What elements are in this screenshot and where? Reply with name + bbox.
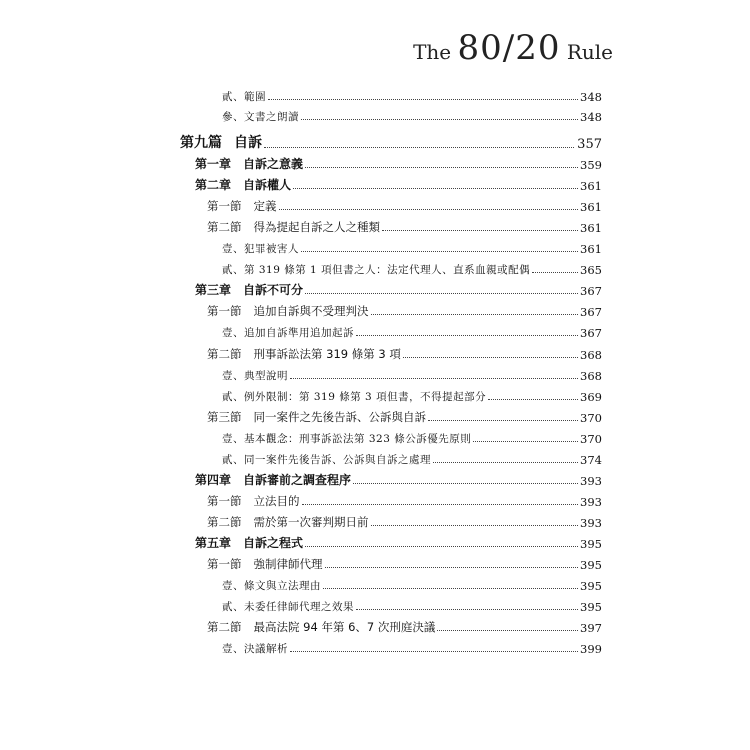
toc-entry-title: 貳、同一案件先後告訴、公訴與自訴之處理 — [222, 454, 431, 466]
toc-entry-number: 第一節 — [207, 199, 242, 213]
toc-entry — [222, 638, 602, 656]
toc-entry-page: 348 — [580, 90, 602, 104]
toc-entry — [195, 280, 602, 298]
toc-entry — [222, 365, 602, 383]
toc-entry — [222, 86, 602, 104]
toc-entry-title: 需於第一次審判期日前 — [253, 515, 369, 529]
toc-leader-dots — [488, 398, 578, 400]
toc-leader-dots — [268, 98, 578, 100]
toc-entry-page: 367 — [580, 326, 602, 340]
toc-entry-page: 361 — [580, 179, 602, 193]
toc-leader-dots — [371, 524, 579, 526]
toc-entry-title: 壹、犯罪被害人 — [222, 243, 299, 255]
toc-leader-dots — [356, 608, 578, 610]
toc-leader-dots — [428, 419, 578, 421]
toc-entry-label — [195, 281, 305, 298]
toc-entry — [180, 134, 602, 152]
toc-entry — [207, 512, 602, 530]
toc-entry-page: 397 — [580, 621, 602, 635]
toc-entry — [195, 533, 602, 551]
toc-entry-title: 自訴不可分 — [243, 283, 304, 297]
toc-entry-title: 自訴權人 — [243, 178, 292, 192]
toc-entry-label — [195, 534, 305, 551]
toc-leader-dots — [382, 229, 578, 231]
toc-entry-label — [207, 514, 371, 530]
toc-entry — [222, 238, 602, 256]
toc-entry-title: 同一案件之先後告訴、公訴與自訴 — [253, 410, 426, 424]
toc-entry-page: 361 — [580, 200, 602, 214]
toc-entry-page: 365 — [580, 263, 602, 277]
toc-entry-label — [222, 325, 356, 340]
toc-entry-title: 定義 — [253, 199, 277, 213]
toc-entry-label — [207, 619, 437, 635]
toc-entry-page: 359 — [580, 158, 602, 172]
toc-entry-title: 壹、基本觀念：刑事訴訟法第 323 條公訴優先原則 — [222, 433, 472, 445]
toc-entry-label — [195, 155, 305, 172]
toc-entry — [222, 428, 602, 446]
toc-entry-label — [222, 241, 301, 256]
toc-entry-page: 369 — [580, 390, 602, 404]
toc-entry-number: 第二節 — [207, 347, 242, 361]
toc-entry-number: 第四章 — [195, 473, 232, 487]
toc-entry-title: 自訴之程式 — [243, 536, 304, 550]
toc-entry-label — [222, 599, 356, 614]
toc-entry-title: 自訴 — [234, 135, 262, 151]
toc-entry — [207, 617, 602, 635]
toc-entry-number: 第一節 — [207, 494, 242, 508]
toc-leader-dots — [293, 187, 578, 189]
toc-entry-label — [222, 89, 268, 104]
toc-entry — [207, 301, 602, 319]
toc-leader-dots — [302, 503, 579, 505]
toc-entry — [222, 386, 602, 404]
toc-leader-dots — [305, 166, 578, 168]
toc-entry-page: 393 — [580, 495, 602, 509]
toc-entry-title: 刑事訴訟法第 319 條第 3 項 — [253, 347, 401, 361]
toc-entry-page: 367 — [580, 305, 602, 319]
toc-entry-title: 自訴之意義 — [243, 157, 304, 171]
toc-entry — [222, 322, 602, 340]
toc-entry-number: 第一章 — [195, 157, 232, 171]
toc-entry — [222, 449, 602, 467]
toc-entry-label — [222, 578, 323, 593]
header-number: 80/20 — [457, 28, 561, 68]
toc-leader-dots — [305, 292, 578, 294]
toc-entry — [222, 575, 602, 593]
toc-entry-label — [207, 409, 428, 425]
toc-entry-number: 第三章 — [195, 283, 232, 297]
toc-entry — [207, 554, 602, 572]
header-suffix: Rule — [560, 40, 613, 64]
toc-entry-page: 395 — [580, 537, 602, 551]
toc-entry-page: 361 — [580, 221, 602, 235]
toc-entry-page: 367 — [580, 284, 602, 298]
toc-entry-title: 得為提起自訴之人之種類 — [253, 220, 380, 234]
toc-entry-number: 第一節 — [207, 304, 242, 318]
toc-entry-title: 貳、例外限制：第 319 條第 3 項但書，不得提起部分 — [222, 391, 487, 403]
toc-leader-dots — [473, 440, 578, 442]
toc-entry — [207, 217, 602, 235]
toc-leader-dots — [305, 545, 578, 547]
toc-entry — [195, 175, 602, 193]
toc-leader-dots — [290, 377, 578, 379]
toc-entry-label — [207, 346, 403, 362]
toc-entry — [222, 106, 602, 124]
toc-entry-label — [195, 176, 293, 193]
toc-entry-label — [180, 132, 264, 152]
toc-entry-page: 395 — [580, 600, 602, 614]
toc-entry-page: 368 — [580, 348, 602, 362]
toc-entry-title: 貳、第 319 條第 1 項但書之人：法定代理人、直系血親或配偶 — [222, 264, 531, 276]
toc-entry-page: 399 — [580, 642, 602, 656]
toc-entry-title: 強制律師代理 — [253, 557, 323, 571]
toc-entry-label — [222, 452, 433, 467]
toc-entry-label — [207, 303, 371, 319]
toc-leader-dots — [433, 461, 578, 463]
toc-entry-page: 395 — [580, 579, 602, 593]
toc-leader-dots — [371, 313, 579, 315]
toc-entry — [207, 344, 602, 362]
toc-entry-title: 壹、決議解析 — [222, 643, 288, 655]
toc-entry-title: 貳、未委任律師代理之效果 — [222, 601, 354, 613]
toc-entry-page: 370 — [580, 411, 602, 425]
toc-entry-page: 357 — [577, 137, 602, 152]
toc-entry-page: 395 — [580, 558, 602, 572]
toc-entry-page: 361 — [580, 242, 602, 256]
toc-entry-title: 追加自訴與不受理判決 — [253, 304, 369, 318]
toc-entry-label — [222, 641, 290, 656]
toc-entry-page: 368 — [580, 369, 602, 383]
toc-entry-number: 第二章 — [195, 178, 232, 192]
toc-entry — [207, 407, 602, 425]
toc-entry-label — [222, 389, 488, 404]
toc-entry-number: 第五章 — [195, 536, 232, 550]
running-header — [413, 28, 613, 68]
toc-entry-title: 壹、典型說明 — [222, 370, 288, 382]
toc-entry-title: 最高法院 94 年第 6、7 次刑庭決議 — [253, 620, 436, 634]
toc-entry — [222, 596, 602, 614]
toc-entry-number: 第二節 — [207, 220, 242, 234]
toc-leader-dots — [403, 356, 578, 358]
toc-entry — [207, 196, 602, 214]
toc-entry-page: 374 — [580, 453, 602, 467]
toc-entry — [222, 259, 602, 277]
toc-leader-dots — [301, 118, 578, 120]
toc-entry-label — [222, 368, 290, 383]
toc-entry-title: 自訴審前之調查程序 — [243, 473, 352, 487]
toc-entry-label — [207, 219, 382, 235]
toc-entry-title: 壹、追加自訴準用追加起訴 — [222, 327, 354, 339]
toc-leader-dots — [437, 629, 578, 631]
toc-entry-title: 壹、條文與立法理由 — [222, 580, 321, 592]
toc-entry-title: 參、文書之朗讀 — [222, 111, 299, 123]
toc-entry-page: 393 — [580, 516, 602, 530]
toc-entry-label — [207, 493, 302, 509]
toc-leader-dots — [353, 482, 578, 484]
toc-leader-dots — [290, 650, 578, 652]
toc-leader-dots — [279, 208, 579, 210]
toc-entry-number: 第三節 — [207, 410, 242, 424]
toc-leader-dots — [264, 146, 574, 148]
toc-leader-dots — [325, 566, 579, 568]
toc-entry-label — [195, 471, 353, 488]
toc-leader-dots — [323, 587, 578, 589]
toc-leader-dots — [301, 250, 578, 252]
toc-entry-title: 立法目的 — [253, 494, 300, 508]
toc-entry-label — [222, 109, 301, 124]
toc-entry-number: 第一節 — [207, 557, 242, 571]
toc-entry — [195, 470, 602, 488]
toc-entry-number: 第二節 — [207, 515, 242, 529]
toc-entry — [207, 491, 602, 509]
toc-entry-label — [207, 198, 279, 214]
toc-entry-label — [222, 262, 532, 277]
toc-entry-page: 370 — [580, 432, 602, 446]
toc-entry-page: 393 — [580, 474, 602, 488]
toc-entry-number: 第二節 — [207, 620, 242, 634]
toc-entry-title: 貳、範圍 — [222, 91, 266, 103]
toc-entry-label — [207, 556, 325, 572]
header-prefix: The — [413, 40, 458, 64]
toc-leader-dots — [532, 271, 578, 273]
toc-entry-page: 348 — [580, 110, 602, 124]
toc-entry — [195, 154, 602, 172]
toc-entry-label — [222, 431, 473, 446]
toc-leader-dots — [356, 334, 578, 336]
toc-entry-number: 第九篇 — [180, 135, 222, 151]
